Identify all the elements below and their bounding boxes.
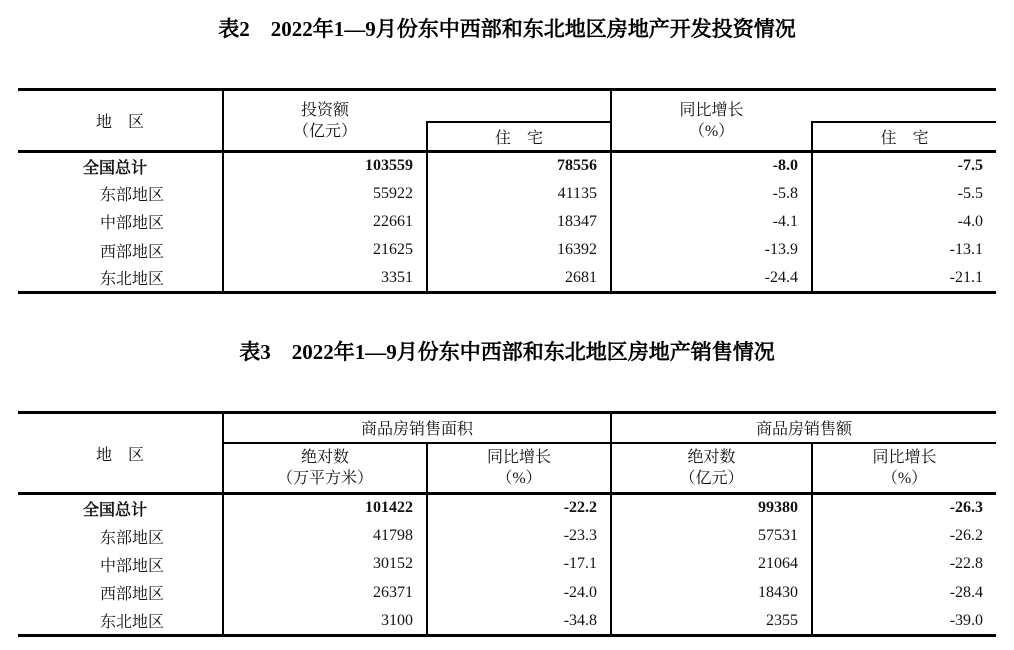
investment-cell: 55922 — [223, 180, 427, 208]
sales-table-body — [18, 494, 996, 636]
region-cell: 东部地区 — [100, 529, 165, 547]
residential-growth-cell: -21.1 — [812, 264, 996, 292]
header-area-absolute-line1: 绝对数 — [300, 448, 349, 466]
region-cell: 中部地区 — [100, 557, 165, 575]
growth-cell: -5.8 — [611, 180, 812, 208]
sales-value-growth-cell: -39.0 — [812, 607, 996, 635]
header-value-absolute-line1: 绝对数 — [687, 448, 736, 466]
header-area-absolute — [223, 443, 427, 494]
table-row — [18, 208, 996, 236]
investment-table-header — [18, 90, 996, 152]
header-area-growth-line1: 同比增长 — [487, 448, 552, 466]
region-cell: 东北地区 — [100, 614, 165, 631]
growth-cell: -4.1 — [611, 208, 812, 236]
residential-investment-cell: 18347 — [427, 208, 611, 236]
sales-area-growth-cell: -24.0 — [427, 579, 611, 607]
header-value-absolute-line2: （亿元） — [679, 469, 744, 487]
header-spacer — [812, 90, 996, 122]
sales-area-growth-cell: -23.3 — [427, 522, 611, 550]
region-cell: 全国总计 — [18, 494, 223, 522]
header-group-sales-area: 商品房销售面积 — [223, 413, 611, 443]
header-residential-investment: 住 宅 — [427, 122, 611, 152]
sales-table-header — [18, 413, 996, 494]
investment-cell: 3351 — [223, 264, 427, 292]
sales-area-growth-cell: -17.1 — [427, 550, 611, 578]
header-residential-growth: 住 宅 — [812, 122, 996, 152]
header-investment-line2: （亿元） — [292, 122, 357, 140]
header-investment-amount — [223, 90, 427, 152]
residential-investment-cell: 16392 — [427, 236, 611, 264]
header-value-growth — [812, 443, 996, 494]
table-row — [18, 264, 996, 292]
sales-value-cell: 21064 — [611, 550, 812, 578]
table-row — [18, 152, 996, 180]
sales-area-growth-cell: -34.8 — [427, 607, 611, 635]
investment-table — [18, 88, 996, 294]
investment-cell: 103559 — [223, 152, 427, 180]
residential-growth-cell: -5.5 — [812, 180, 996, 208]
table-row — [18, 522, 996, 550]
region-cell: 东北地区 — [100, 271, 165, 289]
header-area-growth-line2: （%） — [496, 469, 542, 487]
residential-investment-cell: 2681 — [427, 264, 611, 292]
region-cell: 西部地区 — [100, 586, 165, 604]
header-investment-line1: 投资额 — [300, 101, 349, 119]
header-spacer — [427, 90, 611, 122]
table-row — [18, 550, 996, 578]
header-growth-line2: （%） — [688, 122, 735, 140]
growth-cell: -24.4 — [611, 264, 812, 292]
header-area-absolute-line2: （万平方米） — [276, 469, 373, 487]
investment-cell: 22661 — [223, 208, 427, 236]
table-row — [18, 579, 996, 607]
sales-value-growth-cell: -26.2 — [812, 522, 996, 550]
residential-growth-cell: -7.5 — [812, 152, 996, 180]
sales-table — [18, 411, 996, 637]
sales-area-cell: 30152 — [223, 550, 427, 578]
header-yoy-growth — [611, 90, 812, 152]
investment-table-body — [18, 152, 996, 293]
residential-investment-cell: 41135 — [427, 180, 611, 208]
sales-area-cell: 41798 — [223, 522, 427, 550]
sales-area-growth-cell: -22.2 — [427, 494, 611, 522]
sales-value-cell: 2355 — [611, 607, 812, 635]
growth-cell: -13.9 — [611, 236, 812, 264]
sales-area-cell: 101422 — [223, 494, 427, 522]
header-value-absolute — [611, 443, 812, 494]
sales-area-cell: 26371 — [223, 579, 427, 607]
sales-value-growth-cell: -22.8 — [812, 550, 996, 578]
region-cell: 东部地区 — [100, 187, 165, 205]
header-region: 地 区 — [18, 413, 223, 494]
table2-title: 表2 2022年1—9月份东中西部和东北地区房地产开发投资情况 — [218, 17, 796, 41]
region-cell: 西部地区 — [100, 243, 165, 261]
investment-cell: 21625 — [223, 236, 427, 264]
sales-value-growth-cell: -28.4 — [812, 579, 996, 607]
residential-investment-cell: 78556 — [427, 152, 611, 180]
header-area-growth — [427, 443, 611, 494]
sales-value-growth-cell: -26.3 — [812, 494, 996, 522]
growth-cell: -8.0 — [611, 152, 812, 180]
sales-value-cell: 57531 — [611, 522, 812, 550]
region-cell: 全国总计 — [18, 152, 223, 180]
table3-title: 表3 2022年1—9月份东中西部和东北地区房地产销售情况 — [239, 340, 775, 364]
sales-value-cell: 18430 — [611, 579, 812, 607]
table-row — [18, 494, 996, 522]
residential-growth-cell: -13.1 — [812, 236, 996, 264]
header-group-sales-value: 商品房销售额 — [611, 413, 996, 443]
table-row — [18, 607, 996, 635]
residential-growth-cell: -4.0 — [812, 208, 996, 236]
sales-area-cell: 3100 — [223, 607, 427, 635]
table-row — [18, 180, 996, 208]
table-row — [18, 236, 996, 264]
region-cell: 中部地区 — [100, 215, 165, 233]
header-value-growth-line1: 同比增长 — [872, 448, 937, 466]
header-growth-line1: 同比增长 — [679, 101, 744, 119]
sales-value-cell: 99380 — [611, 494, 812, 522]
header-value-growth-line2: （%） — [881, 469, 928, 487]
header-region: 地 区 — [18, 90, 223, 152]
